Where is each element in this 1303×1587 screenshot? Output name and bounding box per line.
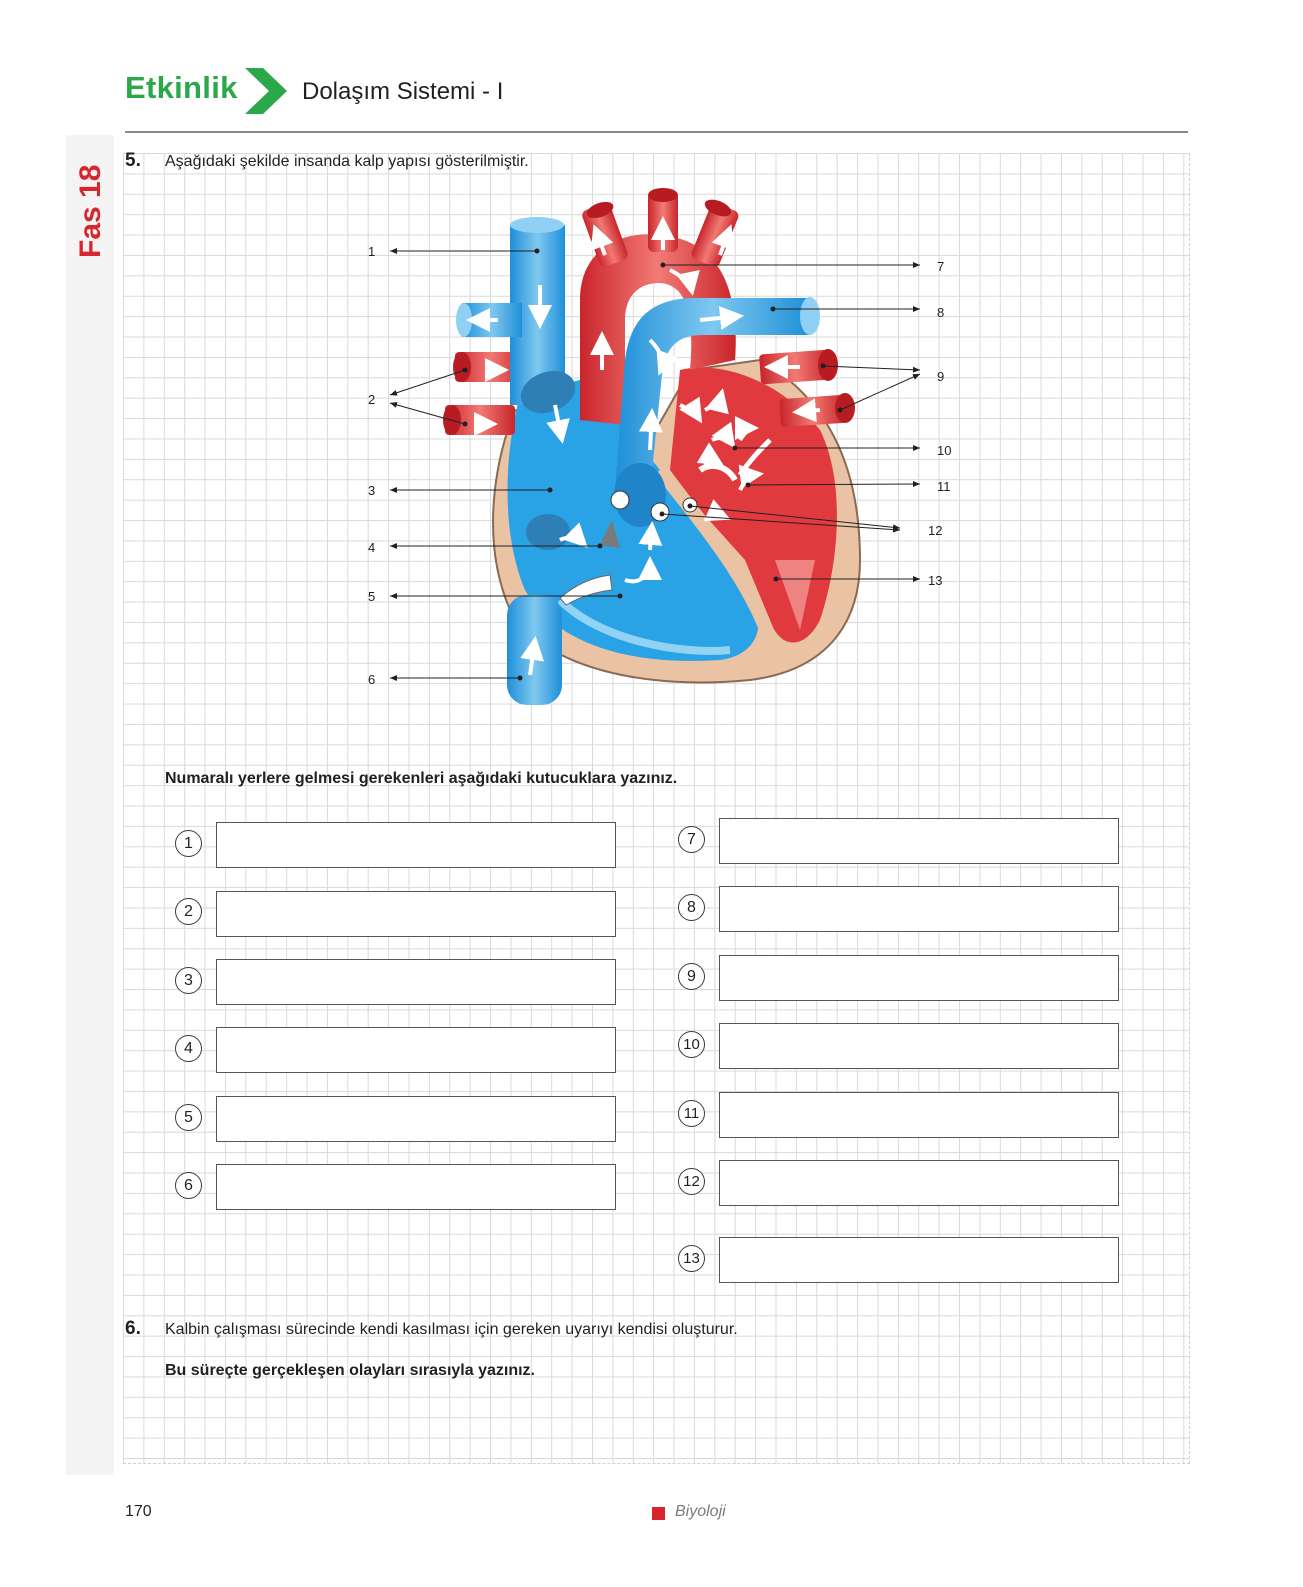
answer-box-10[interactable] [719,1023,1119,1069]
fasikul-marker [70,150,110,260]
answer-number-7: 7 [678,826,705,853]
answer-box-3[interactable] [216,959,616,1005]
diagram-label-11: 11 [937,479,951,494]
answer-box-8[interactable] [719,886,1119,932]
side-strip [66,135,114,1475]
diagram-label-4: 4 [368,540,376,555]
answer-number-2: 2 [175,898,202,925]
question-5-text: Aşağıdaki şekilde insanda kalp yapısı gösterilmiştir. [165,153,529,170]
page-number: 170 [125,1503,152,1520]
question-6-text: Kalbin çalışması sürecinde kendi kasılması için gereken uyarıyı kendisi oluşturur. [165,1321,738,1338]
answer-box-11[interactable] [719,1092,1119,1138]
answer-box-5[interactable] [216,1096,616,1142]
answer-number-10: 10 [678,1031,705,1058]
question-6-number: 6. [125,1318,141,1339]
answer-box-4[interactable] [216,1027,616,1073]
answer-number-11: 11 [678,1100,705,1127]
question-6-answer-area[interactable] [165,1395,1165,1460]
answer-number-4: 4 [175,1035,202,1062]
diagram-label-13: 13 [928,573,943,588]
diagram-label-7: 7 [937,259,945,274]
page-title: Dolaşım Sistemi - I [302,78,504,105]
answer-number-13: 13 [678,1245,705,1272]
header-divider [125,131,1188,133]
answer-box-2[interactable] [216,891,616,937]
diagram-label-10: 10 [937,443,952,458]
heart-diagram [355,180,975,730]
subject-label: Biyoloji [675,1503,726,1520]
diagram-label-3: 3 [368,483,376,498]
answer-number-1: 1 [175,830,202,857]
answer-number-5: 5 [175,1104,202,1131]
diagram-label-6: 6 [368,672,376,687]
diagram-label-2: 2 [368,392,376,407]
answer-number-8: 8 [678,894,705,921]
answer-box-12[interactable] [719,1160,1119,1206]
diagram-label-9: 9 [937,369,945,384]
section-label: Etkinlik [125,70,238,105]
answer-box-7[interactable] [719,818,1119,864]
chevron-right-icon [245,68,287,114]
diagram-label-12: 12 [928,523,943,538]
question-6-instruction: Bu süreçte gerçekleşen olayları sırasıyla yazınız. [165,1362,535,1379]
answer-number-6: 6 [175,1172,202,1199]
answer-box-6[interactable] [216,1164,616,1210]
diagram-label-8: 8 [937,305,945,320]
subject-marker-icon [652,1507,665,1520]
answer-number-3: 3 [175,967,202,994]
diagram-label-5: 5 [368,589,376,604]
answer-box-13[interactable] [719,1237,1119,1283]
answer-box-9[interactable] [719,955,1119,1001]
diagram-label-1: 1 [368,244,376,259]
answer-number-9: 9 [678,963,705,990]
fasikul-label: Fas 18 [74,164,107,258]
question-5-number: 5. [125,150,141,171]
answer-box-1[interactable] [216,822,616,868]
answer-number-12: 12 [678,1168,705,1195]
question-5-instruction: Numaralı yerlere gelmesi gerekenleri aşağıdaki kutucuklara yazınız. [165,770,678,787]
